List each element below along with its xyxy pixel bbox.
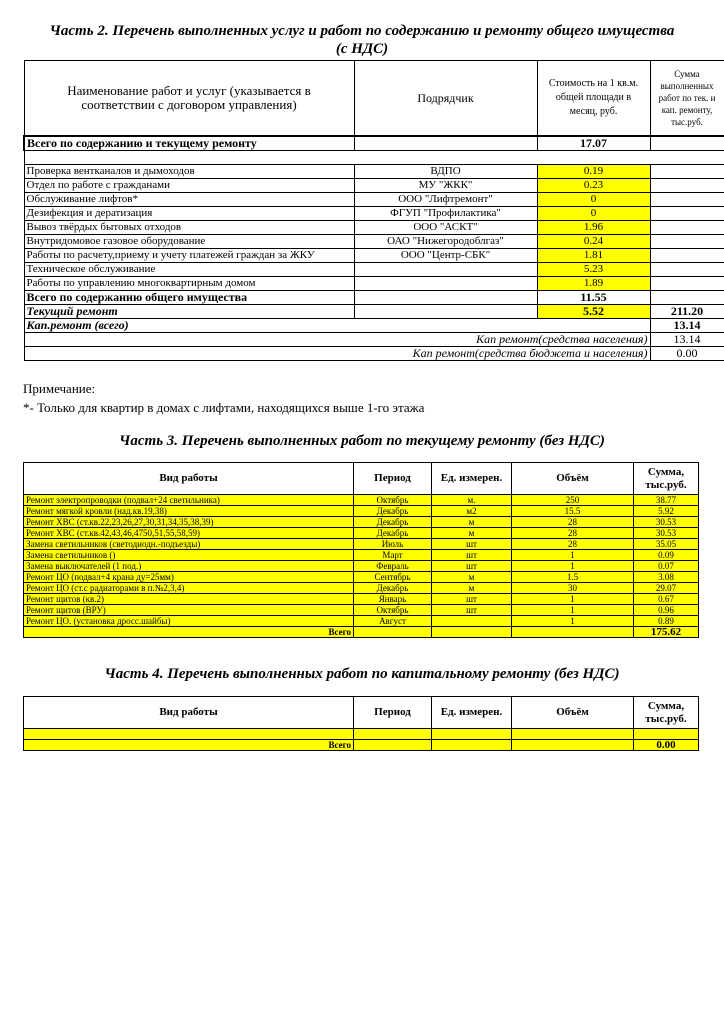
part4-total-row	[24, 740, 699, 751]
p3-header-unit: Ед. измерен.	[432, 463, 512, 495]
item-row: Работы по расчету,приему и учету платежей граждан за ЖКУ ООО "Центр-СБК" 1.81	[24, 249, 724, 263]
part4-title: Часть 4. Перечень выполненных работ по капитальному ремонту (без НДС)	[104, 666, 620, 682]
p3-header-period: Период	[354, 463, 432, 495]
part2-table	[23, 60, 724, 361]
total-maintenance-row	[24, 136, 724, 151]
table-row: Ремонт ХВС (ст.кв.42,43,46,4750,51,55,58,59) Декабрь м 28 30.53	[24, 528, 699, 539]
capital-population-row: Кап ремонт(средства населения) 13.14	[24, 333, 724, 347]
part4-total-label: Всего	[24, 740, 354, 751]
capital-budget-row: Кап ремонт(средства бюджета и населения) 0.00	[24, 347, 724, 361]
item-row: Работы по управлению многоквартирным домом 1.89	[24, 277, 724, 291]
header-name: Наименование работ и услуг (указывается в соответствии с договором управления)	[24, 61, 354, 137]
total-maintenance-label: Всего по содержанию и текущему ремонту	[24, 136, 354, 151]
part2-title	[0, 22, 724, 58]
total-maintenance-cost: 17.07	[537, 136, 650, 151]
header-contractor: Подрядчик	[354, 61, 537, 137]
header-cost: Стоимость на 1 кв.м. общей площади в месяц, руб.	[537, 61, 650, 137]
item-row: Проверка вентканалов и дымоходов ВДПО 0.19	[24, 165, 724, 179]
item-row: Техническое обслуживание 5.23	[24, 263, 724, 277]
current-repair-row: Текущий ремонт 5.52 211.20	[24, 305, 724, 319]
item-row: Обслуживание лифтов* ООО "Лифтремонт" 0	[24, 193, 724, 207]
p4-header-sum: Сумма, тыс.руб.	[634, 697, 699, 729]
part2-title-line1: Часть 2. Перечень выполненных услуг и работ по содержанию и ремонту общего имущества	[49, 23, 675, 39]
table-row: Ремонт ЦО (подвал+4 крана ду=25мм) Сентябрь м 1.5 3.08	[24, 572, 699, 583]
item-row: Вывоз твёрдых бытовых отходов ООО "АСКТ" 1.96	[24, 221, 724, 235]
item-row: Отдел по работе с гражданами МУ "ЖКК" 0.23	[24, 179, 724, 193]
table-row: Замена выключателей (1 под.) Февраль шт 1 0.07	[24, 561, 699, 572]
part4-total-sum: 0.00	[634, 740, 699, 751]
table-row: Ремонт щитов (кв.2) Январь шт 1 0.67	[24, 594, 699, 605]
note-text: *- Только для квартир в домах с лифтами, находящихся выше 1-го этажа	[23, 400, 425, 415]
p4-header-period: Период	[354, 697, 432, 729]
p3-header-work: Вид работы	[24, 463, 354, 495]
part2-title-line2: (с НДС)	[335, 41, 389, 57]
p3-header-sum: Сумма, тыс.руб.	[634, 463, 699, 495]
part3-title: Часть 3. Перечень выполненных работ по текущему ремонту (без НДС)	[119, 433, 605, 449]
capital-repair-row: Кап.ремонт (всего) 13.14	[24, 319, 724, 333]
total-common-row: Всего по содержанию общего имущества 11.55	[24, 291, 724, 305]
item-row: Дезифекция и дератизация ФГУП "Профилактика" 0	[24, 207, 724, 221]
table-row: Ремонт ХВС (ст.кв.22,23,26,27,30,31,34,35,38,39) Декабрь м 28 30.53	[24, 517, 699, 528]
table-row: Замена светильников (светодиодн.-подъезды) Июль шт 28 35.05	[24, 539, 699, 550]
table-row: Ремонт мягкой кровли (над.кв.19,38) Декабрь м2 15.5 5.92	[24, 506, 699, 517]
table-row	[24, 729, 699, 740]
part3-total-label: Всего	[24, 627, 354, 638]
p4-header-work: Вид работы	[24, 697, 354, 729]
p4-header-unit: Ед. измерен.	[432, 697, 512, 729]
part4-table	[23, 696, 699, 751]
table-row: Ремонт электропроводки (подвал+24 светильника) Октябрь м. 250 38.77	[24, 495, 699, 506]
item-row: Внутридомовое газовое оборудование ОАО "Нижегородоблгаз" 0.24	[24, 235, 724, 249]
header-sum: Сумма выполненных работ по тек. и кап. ремонту, тыс.руб.	[650, 61, 724, 137]
table-row: Ремонт ЦО (ст.с радиаторами в п.№2,3,4) Декабрь м 30 29.07	[24, 583, 699, 594]
part3-total-sum: 175.62	[634, 627, 699, 638]
table-row: Замена светильников () Март шт 1 0.09	[24, 550, 699, 561]
part3-table	[23, 462, 699, 638]
table-row: Ремонт ЦО. (установка дросс.шайбы) Август 1 0.89	[24, 616, 699, 627]
p3-header-volume: Объём	[512, 463, 634, 495]
table-row: Ремонт щитов (ВРУ) Октябрь шт 1 0.96	[24, 605, 699, 616]
p4-header-volume: Объём	[512, 697, 634, 729]
note-title: Примечание:	[23, 381, 96, 396]
part3-total-row	[24, 627, 699, 638]
